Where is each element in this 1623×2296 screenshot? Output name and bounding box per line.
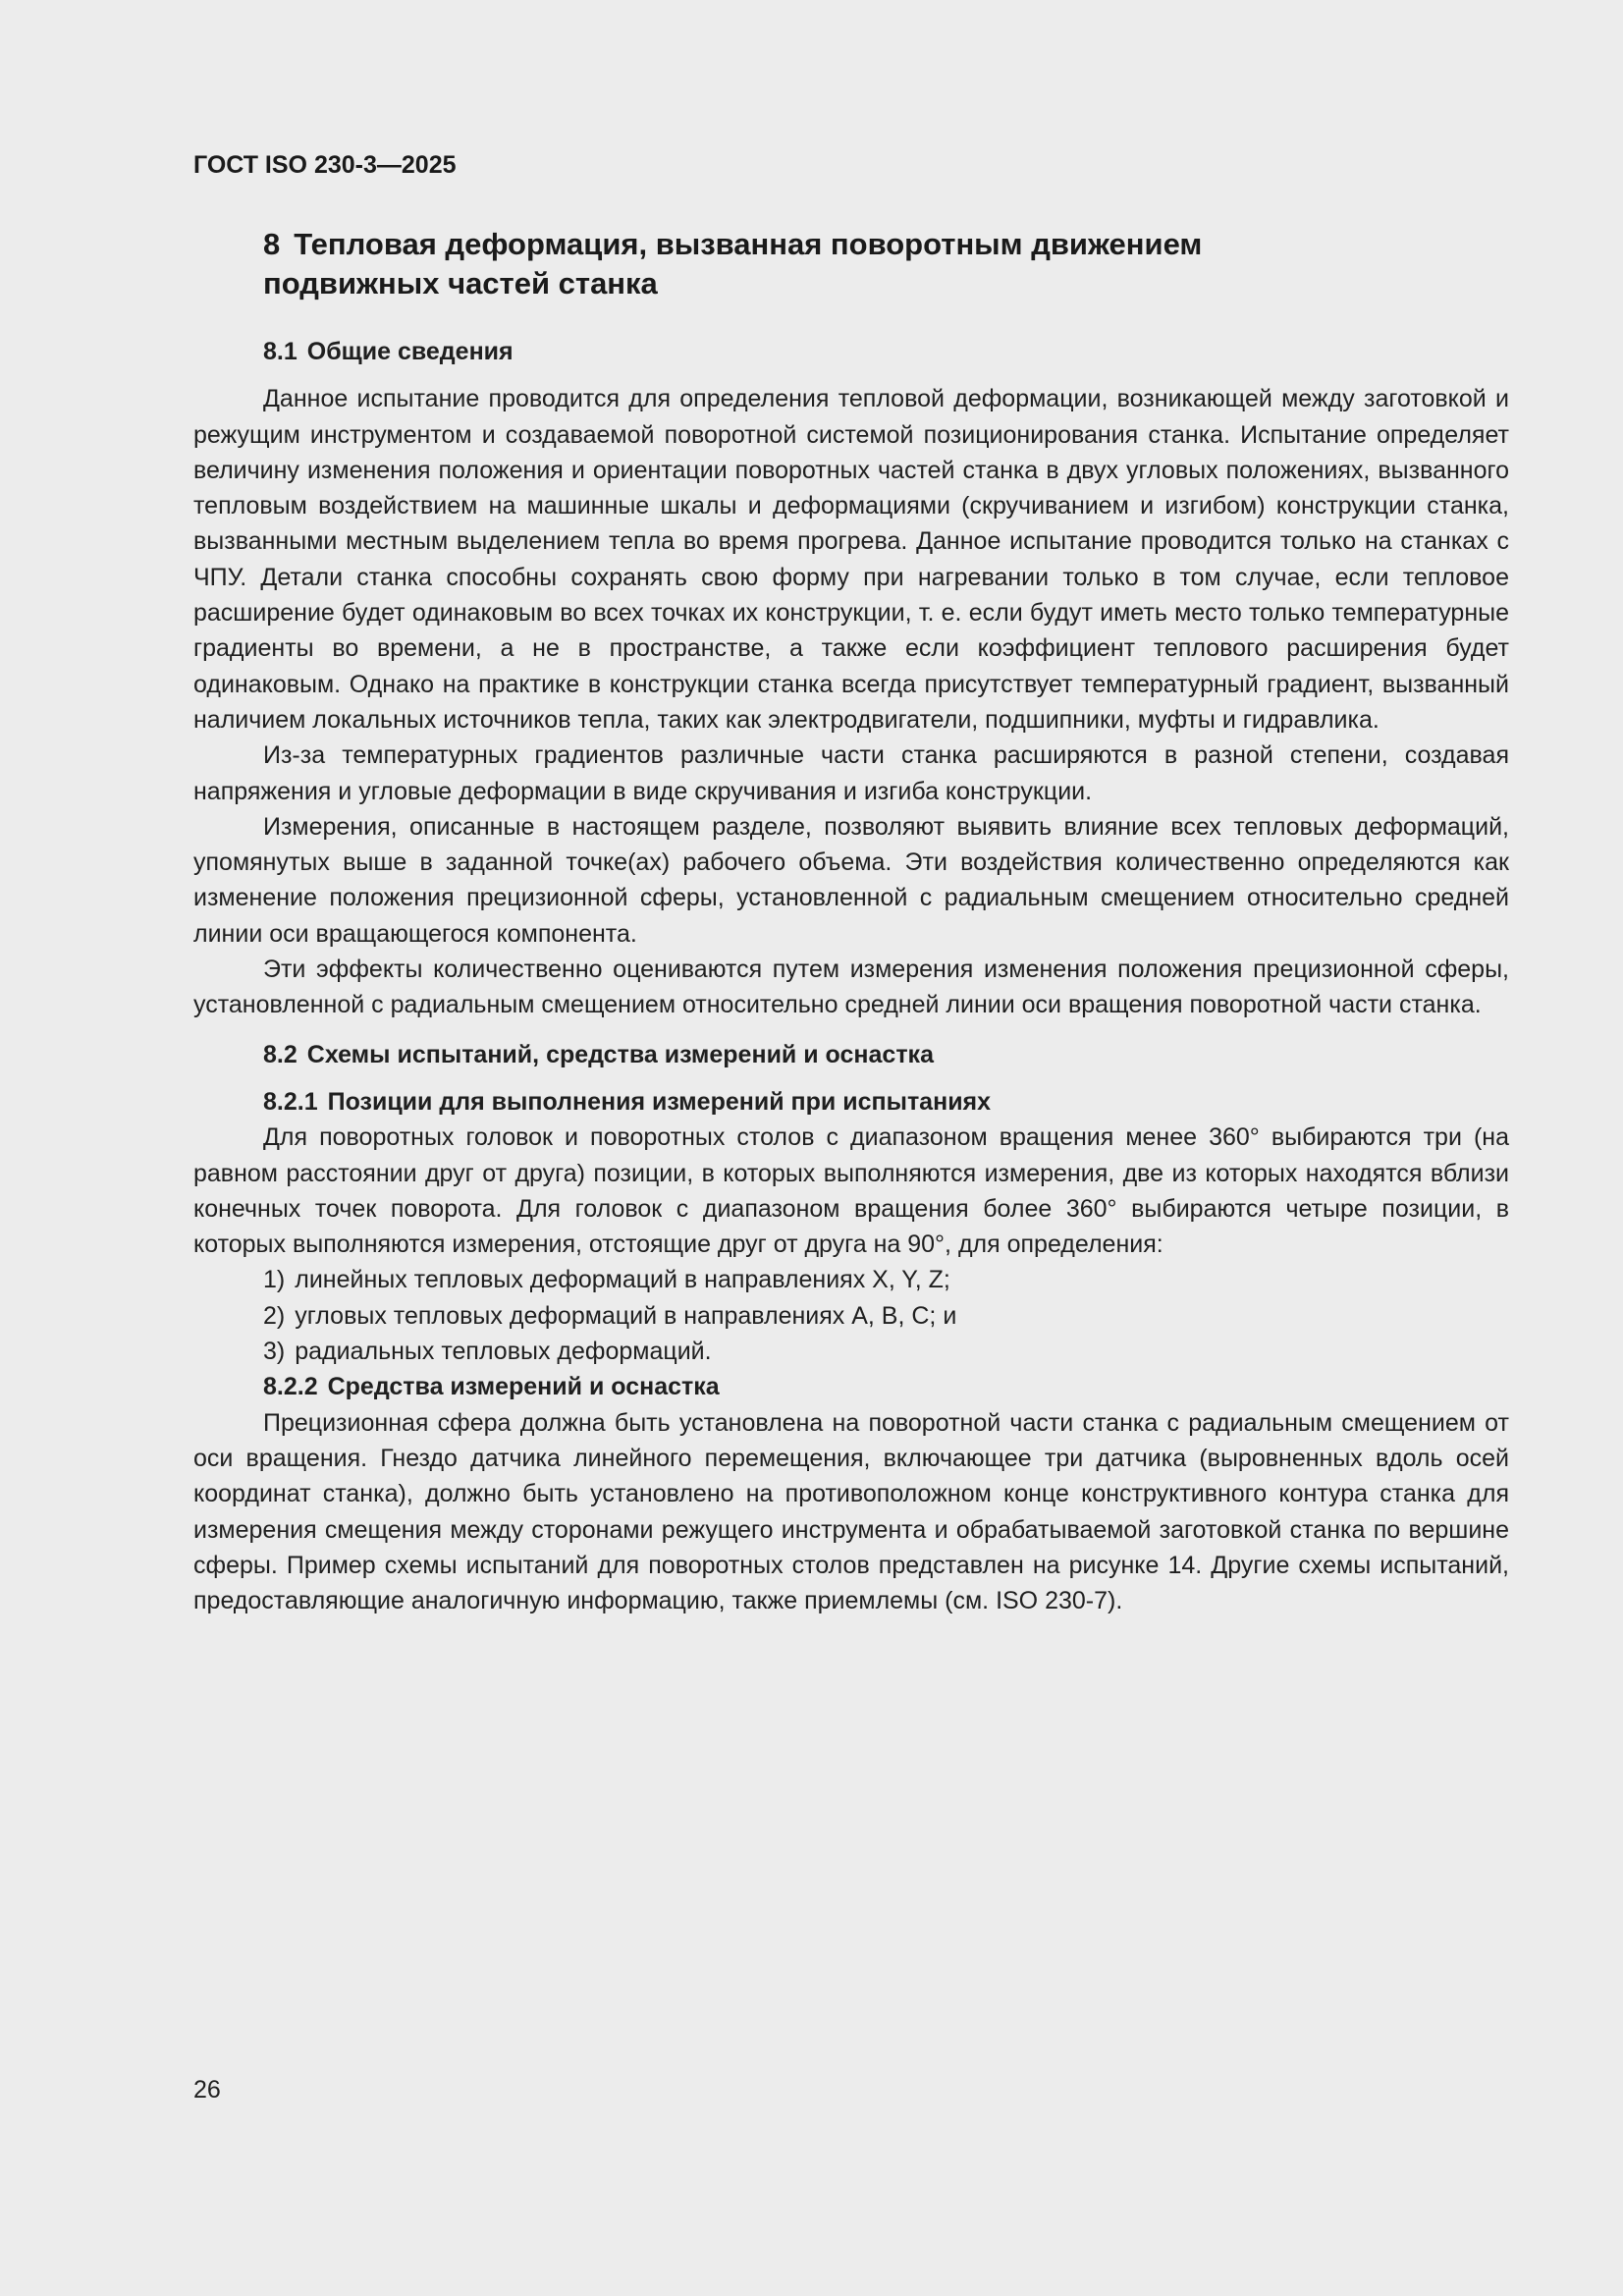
- paragraph: Прецизионная сфера должна быть установлена на поворотной части станка с радиальным смещением от оси вращения. Гнездо датчика линейного перемещения, включающее три датчика (выровненных вдоль осей координат станка), должно быть установлено на противоположном конце конструктивного контура станка для измерения смещения между сторонами режущего инструмента и обрабатываемой заготовкой станка по вершине сферы. Пример схемы испытаний для поворотных столов представлен на рисунке 14. Другие схемы испытаний, предоставляющие аналогичную информацию, также приемлемы (см. ISO 230-7).: [193, 1408, 1509, 1615]
- list-marker: 2): [263, 1301, 286, 1330]
- subsection-heading-8-2: [193, 1037, 1509, 1072]
- list-item-text: линейных тепловых деформаций в направлениях X, Y, Z;: [295, 1266, 950, 1294]
- subsection-title: Средства измерений и оснастка: [327, 1373, 720, 1401]
- subsection-title: Позиции для выполнения измерений при испытаниях: [327, 1087, 992, 1116]
- list-item: [193, 1262, 1509, 1297]
- subsection-number: 8.2.2: [263, 1373, 318, 1401]
- subsection-title: Общие сведения: [306, 338, 514, 365]
- paragraph: Для поворотных головок и поворотных столов с диапазоном вращения менее 360° выбираются три (на равном расстоянии друг от друга) позиции, в которых выполняются измерения, две из которых находятся вблизи конечных точек поворота. Для головок с диапазоном вращения более 360° выбираются четыре позиции, в которых выполняются измерения, отстоящие друг от друга на 90°, для определения:: [193, 1123, 1509, 1259]
- subsection-heading-8-2-1: [193, 1084, 1509, 1120]
- page-number: 26: [193, 2076, 221, 2104]
- list-item: [193, 1334, 1509, 1369]
- paragraph: Измерения, описанные в настоящем разделе, позволяют выявить влияние всех тепловых деформаций, упомянутых выше в заданной точке(ах) рабочего объема. Эти воздействия количественно определяются как изменение положения прецизионной сферы, установленной с радиальным смещением относительно средней линии оси вращающегося компонента.: [193, 812, 1509, 948]
- subsection-number: 8.1: [263, 338, 298, 365]
- list-item-text: радиальных тепловых деформаций.: [295, 1338, 712, 1366]
- subsection-number: 8.2.1: [263, 1087, 318, 1116]
- subsection-number: 8.2: [263, 1040, 298, 1068]
- list-item-text: угловых тепловых деформаций в направлениях A, B, C; и: [295, 1301, 957, 1330]
- list-marker: 3): [263, 1338, 286, 1366]
- paragraph: Эти эффекты количественно оцениваются путем измерения изменения положения прецизионной сферы, установленной с радиальным смещением относительно средней линии оси вращения поворотной части станка.: [193, 956, 1509, 1019]
- section-title: [263, 225, 1343, 303]
- list-marker: 1): [263, 1266, 286, 1294]
- subsection-heading-8-2-2: [193, 1369, 1509, 1404]
- paragraph: Данное испытание проводится для определения тепловой деформации, возникающей между заготовкой и режущим инструментом и создаваемой поворотной системой позиционирования станка. Испытание определяет величину изменения положения и ориентации поворотных частей станка в двух угловых положениях, вызванного тепловым воздействием на машинные шкалы и деформациями (скручиванием и изгибом) конструкции станка, вызванными местным выделением тепла во время прогрева. Данное испытание проводится только на станках с ЧПУ. Детали станка способны сохранять свою форму при нагревании только в том случае, если тепловое расширение будет одинаковым во всех точках их конструкции, т. е. если будут иметь место только температурные градиенты во времени, а не в пространстве, а также если коэффициент теплового расширения будет одинаковым. Однако на практике в конструкции станка всегда присутствует температурный градиент, вызванный наличием локальных источников тепла, таких как электродвигатели, подшипники, муфты и гидравлика.: [193, 385, 1509, 734]
- running-header-document-code: ГОСТ ISO 230-3—2025: [193, 151, 457, 179]
- subsection-title: Схемы испытаний, средства измерений и оснастка: [306, 1040, 934, 1068]
- subsection-heading-8-1: [193, 334, 1509, 369]
- section-number: 8: [263, 227, 281, 261]
- document-body: [193, 334, 1509, 1618]
- paragraph: Из-за температурных градиентов различные части станка расширяются в разной степени, создавая напряжения и угловые деформации в виде скручивания и изгиба конструкции.: [193, 741, 1509, 805]
- section-title-text: Тепловая деформация, вызванная поворотным движением подвижных частей станка: [263, 227, 1203, 301]
- list-item: [193, 1298, 1509, 1334]
